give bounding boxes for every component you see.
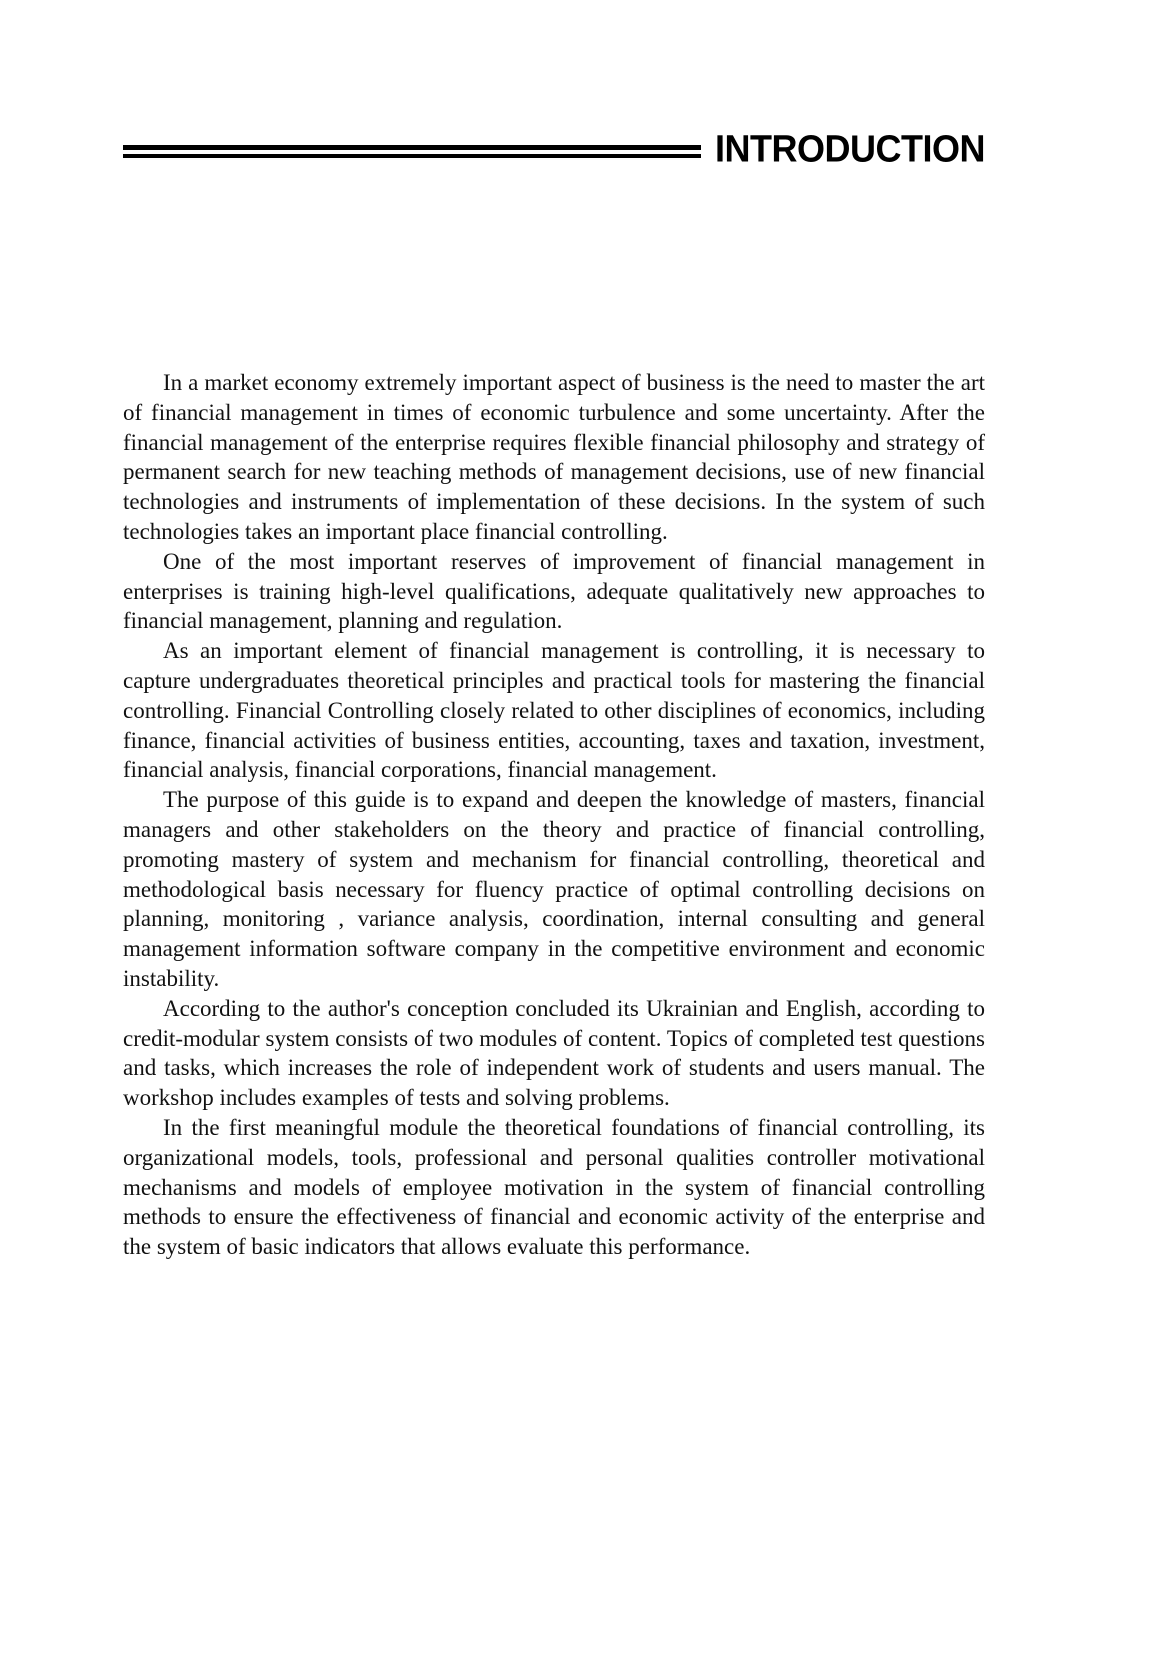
- chapter-title: INTRODUCTION: [715, 126, 985, 170]
- body-text: [123, 368, 985, 1262]
- paragraph-4: The purpose of this guide is to expand and deepen the knowledge of masters, financial managers and other stakeholders on the theory and practice of financial controlling, promoting mastery of system and mechanism for financial controlling, theoretical and methodological basis necessary for fluency practice of optimal controlling decisions on planning, monitoring , variance analysis, coordination, internal consulting and general management information software company in the competitive environment and economic instability.: [123, 787, 985, 991]
- paragraph-3: As an important element of financial management is controlling, it is necessary to capture undergraduates theoretical principles and practical tools for mastering the financial controlling. Financial Controlling closely related to other disciplines of economics, including finance, financial activities of business entities, accounting, taxes and taxation, investment, financial analysis, financial corporations, financial management.: [123, 638, 985, 783]
- paragraph-2: One of the most important reserves of improvement of financial management in enterprises is training high-level qualifications, adequate qualitatively new approaches to financial management, planning and regulation.: [123, 548, 985, 634]
- paragraph-6: In the first meaningful module the theoretical foundations of financial controlling, its organizational models, tools, professional and personal qualities controller motivational mechanisms and models of employee motivation in the system of financial controlling methods to ensure the effectiveness of financial and economic activity of the enterprise and the system of basic indicators that allows evaluate this performance.: [123, 1114, 985, 1260]
- header-double-rule: [123, 145, 701, 158]
- paragraph-1: In a market economy extremely important aspect of business is the need to master the art of financial management in times of economic turbulence and some uncertainty. After the financial management of the enterprise requires flexible financial philosophy and strategy of permanent search for new teaching methods of management decisions, use of new financial technologies and instruments of implementation of these decisions. In the system of such technologies takes an important place financial controlling.: [123, 370, 985, 544]
- chapter-header: [123, 128, 985, 170]
- paragraph-5: According to the author's conception concluded its Ukrainian and English, according to credit-modular system consists of two modules of content. Topics of completed test questions and tasks, which increases the role of independent work of students and users manual. The workshop includes examples of tests and solving problems.: [123, 995, 985, 1111]
